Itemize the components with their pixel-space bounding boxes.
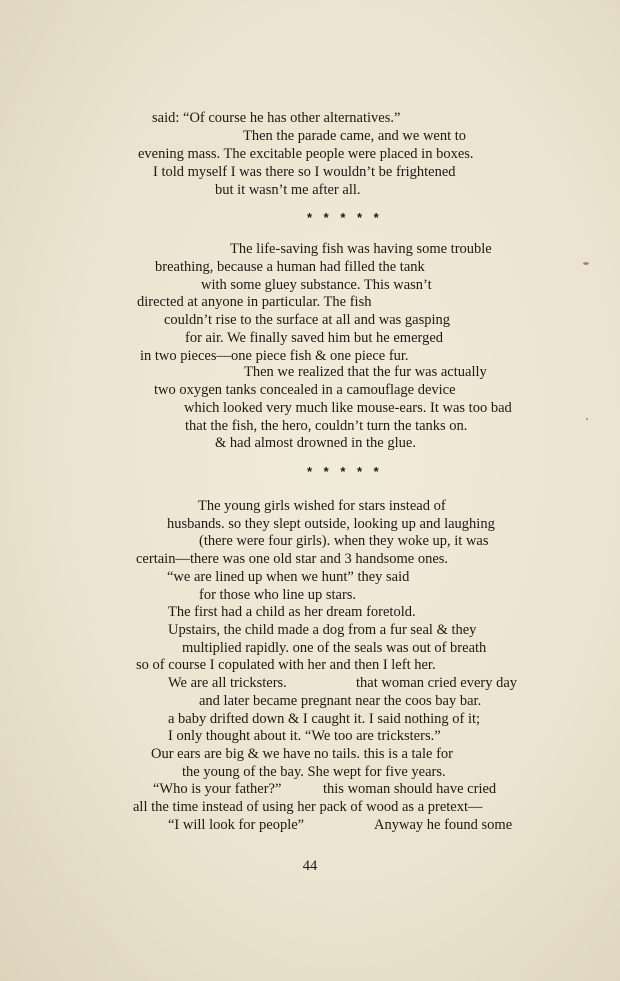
text-line: that woman cried every day xyxy=(356,675,518,691)
page-number: 44 xyxy=(302,858,318,874)
text-line: for air. We finally saved him but he emerged xyxy=(185,330,444,346)
text-line: Then we realized that the fur was actually xyxy=(244,364,487,380)
section-separator: * * * * * xyxy=(307,210,383,225)
text-line: and later became pregnant near the coos bay bar. xyxy=(199,693,482,709)
text-line: certain—there was one old star and 3 handsome ones. xyxy=(136,551,449,567)
text-line: in two pieces—one piece fish & one piece fur. xyxy=(140,348,409,364)
text-line: & had almost drowned in the glue. xyxy=(215,435,416,451)
text-line: said: “Of course he has other alternatives.” xyxy=(152,110,401,126)
text-line: “I will look for people” xyxy=(168,817,305,833)
text-line: for those who line up stars. xyxy=(199,587,357,603)
text-line: Anyway he found some xyxy=(374,817,513,833)
paper-speck xyxy=(583,262,589,265)
text-line: which looked very much like mouse-ears. It was too bad xyxy=(184,400,512,416)
text-line: The young girls wished for stars instead of xyxy=(198,498,446,514)
text-line: directed at anyone in particular. The fish xyxy=(137,294,372,310)
text-line: so of course I copulated with her and then I left her. xyxy=(136,657,436,673)
text-line: that the fish, the hero, couldn’t turn the tanks on. xyxy=(185,418,468,434)
text-line: husbands. so they slept outside, looking up and laughing xyxy=(167,516,495,532)
text-line: couldn’t rise to the surface at all and was gasping xyxy=(164,312,451,328)
text-line: a baby drifted down & I caught it. I said nothing of it; xyxy=(168,711,481,727)
text-line: multiplied rapidly. one of the seals was out of breath xyxy=(182,640,487,656)
text-line: all the time instead of using her pack of wood as a pretext— xyxy=(133,799,483,815)
text-line: this woman should have cried xyxy=(323,781,497,797)
text-line: “we are lined up when we hunt” they said xyxy=(167,569,410,585)
text-line: I only thought about it. “We too are tricksters.” xyxy=(168,728,441,744)
text-line: The first had a child as her dream foretold. xyxy=(168,604,416,620)
text-line: (there were four girls). when they woke up, it was xyxy=(199,533,489,549)
text-line: We are all tricksters. xyxy=(168,675,287,691)
text-line: I told myself I was there so I wouldn’t be frightened xyxy=(153,164,456,180)
text-line: but it wasn’t me after all. xyxy=(215,182,361,198)
text-line: Upstairs, the child made a dog from a fur seal & they xyxy=(168,622,477,638)
text-line: with some gluey substance. This wasn’t xyxy=(201,277,432,293)
text-line: The life-saving fish was having some trouble xyxy=(230,241,492,257)
text-line: Our ears are big & we have no tails. this is a tale for xyxy=(151,746,453,762)
text-line: the young of the bay. She wept for five years. xyxy=(182,764,446,780)
text-line: “Who is your father?” xyxy=(153,781,282,797)
text-line: Then the parade came, and we went to xyxy=(243,128,467,144)
text-line: two oxygen tanks concealed in a camouflage device xyxy=(154,382,456,398)
text-line: evening mass. The excitable people were placed in boxes. xyxy=(138,146,474,162)
paper-speck xyxy=(586,418,588,420)
text-line: breathing, because a human had filled the tank xyxy=(155,259,425,275)
section-separator: * * * * * xyxy=(307,464,383,479)
